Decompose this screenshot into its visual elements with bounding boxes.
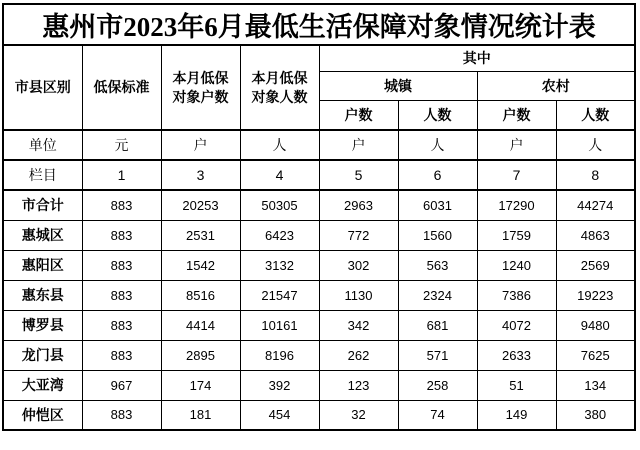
row-label: 惠阳区 xyxy=(3,250,82,280)
table-cell: 19223 xyxy=(556,280,635,310)
page-title: 惠州市2023年6月最低生活保障对象情况统计表 xyxy=(3,4,635,45)
col-header-month-households xyxy=(161,45,240,130)
col-header-urban: 城镇 xyxy=(319,71,477,100)
row-label: 大亚湾 xyxy=(3,370,82,400)
table-cell: 9480 xyxy=(556,310,635,340)
table-title-row xyxy=(3,4,635,45)
table-row-dayawan xyxy=(3,370,635,400)
table-cell: 454 xyxy=(240,400,319,430)
table-cell: 8196 xyxy=(240,340,319,370)
table-cell: 342 xyxy=(319,310,398,340)
col-header-urban-households: 户数 xyxy=(319,100,398,130)
col-header-month-households-line2: 对象户数 xyxy=(172,88,229,105)
table-cell: 50305 xyxy=(240,190,319,220)
table-cell: 883 xyxy=(82,220,161,250)
table-cell: 181 xyxy=(161,400,240,430)
table-cell: 134 xyxy=(556,370,635,400)
unit-cell: 人 xyxy=(240,130,319,160)
table-row-boluo xyxy=(3,310,635,340)
row-label: 仲恺区 xyxy=(3,400,82,430)
unit-cell: 户 xyxy=(319,130,398,160)
col-header-rural-households: 户数 xyxy=(477,100,556,130)
table-cell: 2569 xyxy=(556,250,635,280)
table-cell: 123 xyxy=(319,370,398,400)
unit-cell: 元 xyxy=(82,130,161,160)
index-cell: 3 xyxy=(161,160,240,190)
table-cell: 2324 xyxy=(398,280,477,310)
table-cell: 20253 xyxy=(161,190,240,220)
table-cell: 2895 xyxy=(161,340,240,370)
col-header-among: 其中 xyxy=(319,45,635,71)
table-cell: 967 xyxy=(82,370,161,400)
table-cell: 1542 xyxy=(161,250,240,280)
table-cell: 4072 xyxy=(477,310,556,340)
col-header-month-persons-line1: 本月低保 xyxy=(251,69,308,86)
table-cell: 7386 xyxy=(477,280,556,310)
table-cell: 883 xyxy=(82,400,161,430)
table-row-city-total xyxy=(3,190,635,220)
table-cell: 258 xyxy=(398,370,477,400)
table-cell: 149 xyxy=(477,400,556,430)
table-cell: 883 xyxy=(82,280,161,310)
table-cell: 21547 xyxy=(240,280,319,310)
table-cell: 51 xyxy=(477,370,556,400)
table-cell: 4414 xyxy=(161,310,240,340)
index-cell: 5 xyxy=(319,160,398,190)
table-cell: 1560 xyxy=(398,220,477,250)
table-cell: 380 xyxy=(556,400,635,430)
unit-row xyxy=(3,130,635,160)
table-cell: 681 xyxy=(398,310,477,340)
table-cell: 262 xyxy=(319,340,398,370)
row-label: 市合计 xyxy=(3,190,82,220)
row-label: 博罗县 xyxy=(3,310,82,340)
table-cell: 10161 xyxy=(240,310,319,340)
table-cell: 883 xyxy=(82,340,161,370)
table-cell: 32 xyxy=(319,400,398,430)
col-header-month-persons-line2: 对象人数 xyxy=(251,88,308,105)
table-cell: 7625 xyxy=(556,340,635,370)
col-header-rural-persons: 人数 xyxy=(556,100,635,130)
column-index-row xyxy=(3,160,635,190)
table-cell: 17290 xyxy=(477,190,556,220)
table-cell: 1130 xyxy=(319,280,398,310)
table-cell: 6423 xyxy=(240,220,319,250)
unit-cell: 人 xyxy=(556,130,635,160)
col-header-urban-persons: 人数 xyxy=(398,100,477,130)
table-cell: 883 xyxy=(82,190,161,220)
table-row-huidong xyxy=(3,280,635,310)
table-row-huicheng xyxy=(3,220,635,250)
row-label: 惠东县 xyxy=(3,280,82,310)
unit-cell: 户 xyxy=(161,130,240,160)
row-label: 龙门县 xyxy=(3,340,82,370)
table-row-huiyang xyxy=(3,250,635,280)
table-cell: 174 xyxy=(161,370,240,400)
table-cell: 883 xyxy=(82,310,161,340)
row-label: 惠城区 xyxy=(3,220,82,250)
index-cell: 6 xyxy=(398,160,477,190)
table-cell: 44274 xyxy=(556,190,635,220)
table-cell: 74 xyxy=(398,400,477,430)
table-cell: 1759 xyxy=(477,220,556,250)
col-header-month-households-line1: 本月低保 xyxy=(172,69,229,86)
table-row-longmen xyxy=(3,340,635,370)
table-cell: 6031 xyxy=(398,190,477,220)
unit-cell: 户 xyxy=(477,130,556,160)
table-cell: 1240 xyxy=(477,250,556,280)
index-cell: 8 xyxy=(556,160,635,190)
index-cell: 1 xyxy=(82,160,161,190)
index-cell: 4 xyxy=(240,160,319,190)
table-cell: 2963 xyxy=(319,190,398,220)
unit-row-label: 单位 xyxy=(3,130,82,160)
index-row-label: 栏目 xyxy=(3,160,82,190)
table-cell: 563 xyxy=(398,250,477,280)
unit-cell: 人 xyxy=(398,130,477,160)
table-cell: 392 xyxy=(240,370,319,400)
table-cell: 8516 xyxy=(161,280,240,310)
col-header-region: 市县区别 xyxy=(3,45,82,130)
index-cell: 7 xyxy=(477,160,556,190)
table-cell: 4863 xyxy=(556,220,635,250)
table-row-zhongkai xyxy=(3,400,635,430)
col-header-standard: 低保标准 xyxy=(82,45,161,130)
table-cell: 772 xyxy=(319,220,398,250)
table-cell: 2531 xyxy=(161,220,240,250)
table-cell: 2633 xyxy=(477,340,556,370)
table-cell: 571 xyxy=(398,340,477,370)
table-cell: 883 xyxy=(82,250,161,280)
header-row-1 xyxy=(3,45,635,71)
col-header-rural: 农村 xyxy=(477,71,635,100)
table-cell: 3132 xyxy=(240,250,319,280)
table-cell: 302 xyxy=(319,250,398,280)
col-header-month-persons xyxy=(240,45,319,130)
min-living-security-table xyxy=(2,3,636,431)
